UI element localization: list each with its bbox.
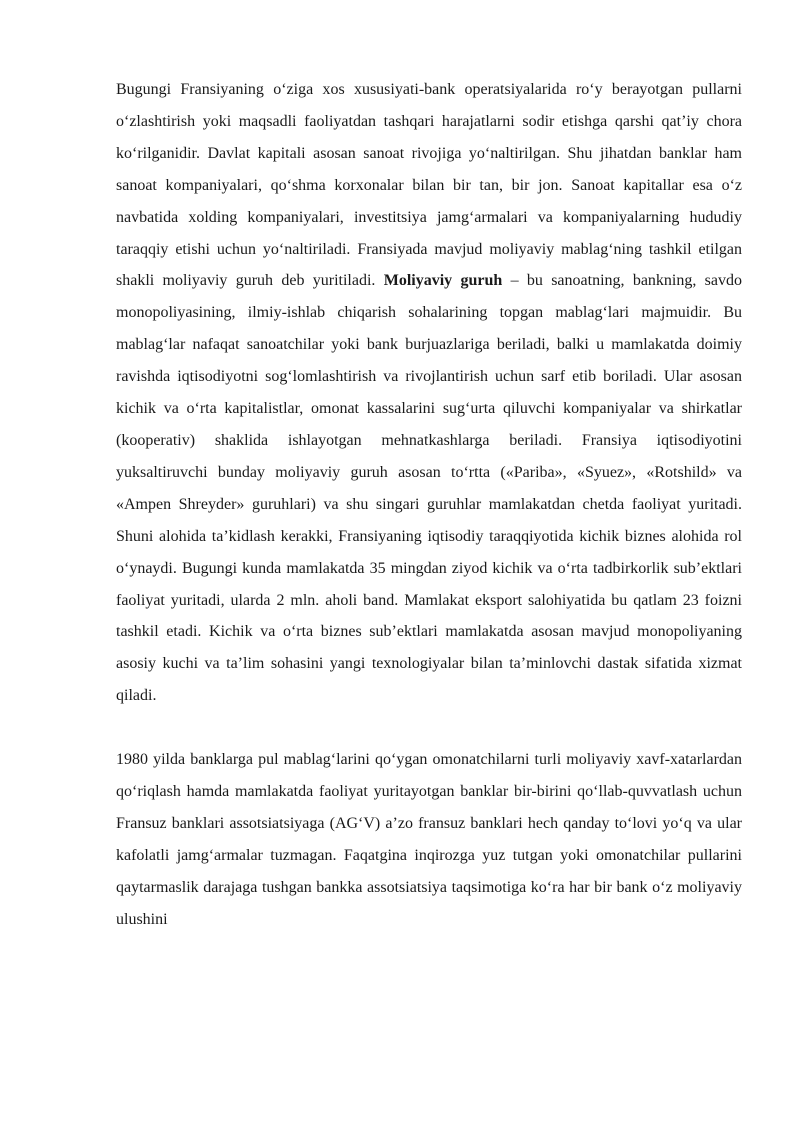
paragraph-1-part-1: Bugungi Fransiyaning o‘ziga xos xususiyati-bank operatsiyalarida ro‘y berayotgan pullarni o‘zlashtirish yoki maqsadli faoliyatdan tashqari harajatlarni sodir etishga qarshi qat’iy chora ko‘rilganidir. Davlat kapitali asosan sanoat rivojiga yo‘naltirilgan. Shu jihatdan banklar ham sanoat kompaniyalari, qo‘shma korxonalar bilan bir tan, bir jon. Sanoat kapitallar esa o‘z navbatida xolding kompaniyalari, investitsiya jamg‘armalari va kompaniyalarning hududiy taraqqiy etishi uchun yo‘naltiriladi. Fransiyada mavjud moliyaviy mablag‘ning tashkil etilgan shakli moliyaviy guruh deb yuritiladi. [116, 81, 742, 290]
paragraph-gap [116, 712, 742, 744]
paragraph-1 [116, 74, 742, 712]
paragraph-2: 1980 yilda banklarga pul mablag‘larini qo‘ygan omonatchilarni turli moliyaviy xavf-xatarlardan qo‘riqlash hamda mamlakatda faoliyat yuritayotgan banklar bir-birini qo‘llab-quvvatlash uchun Fransuz banklari assotsiatsiyaga (AG‘V) a’zo fransuz banklari hech qanday to‘lovi yo‘q va ular kafolatli jamg‘armalar tuzmagan. Faqatgina inqirozga yuz tutgan yoki omonatchilar pullarini qaytarmaslik darajaga tushgan bankka assotsiatsiya taqsimotiga ko‘ra har bir bank o‘z moliyaviy ulushini [116, 751, 742, 928]
term-moliyaviy-guruh: Moliyaviy guruh [383, 272, 503, 290]
paragraph-1-part-2: – bu sanoatning, bankning, savdo monopoliyasining, ilmiy-ishlab chiqarish sohalarining topgan mablag‘lari majmuidir. Bu mablag‘lar nafaqat sanoatchilar yoki bank burjuazlariga beriladi, balki u mamlakatda doimiy ravishda iqtisodiyotni sog‘lomlashtirish va rivojlantirish uchun sarf etib boriladi. Ular asosan kichik va o‘rta kapitalistlar, omonat kassalarini sug‘urta qiluvchi kompaniyalar va shirkatlar (kooperativ) shaklida ishlayotgan mehnatkashlarga beriladi. Fransiya iqtisodiyotini yuksaltiruvchi bunday moliyaviy guruh asosan to‘rtta («Pariba», «Syuez», «Rotshild» va «Ampen Shreyder» guruhlari) va shu singari guruhlar mamlakatdan chetda faoliyat yuritadi. Shuni alohida ta’kidlash kerakki, Fransiyaning iqtisodiy taraqqiyotida kichik biznes alohida rol o‘ynaydi. Bugungi kunda mamlakatda 35 mingdan ziyod kichik va o‘rta tadbirkorlik sub’ektlari faoliyat yuritadi, ularda 2 mln. aholi band. Mamlakat eksport salohiyatida bu qatlam 23 foizni tashkil etadi. Kichik va o‘rta biznes sub’ektlari mamlakatda asosan mavjud monopoliyaning asosiy kuchi va ta’lim sohasini yangi texnologiyalar bilan ta’minlovchi dastak sifatida xizmat qiladi. [116, 272, 743, 705]
document-page [116, 74, 742, 935]
